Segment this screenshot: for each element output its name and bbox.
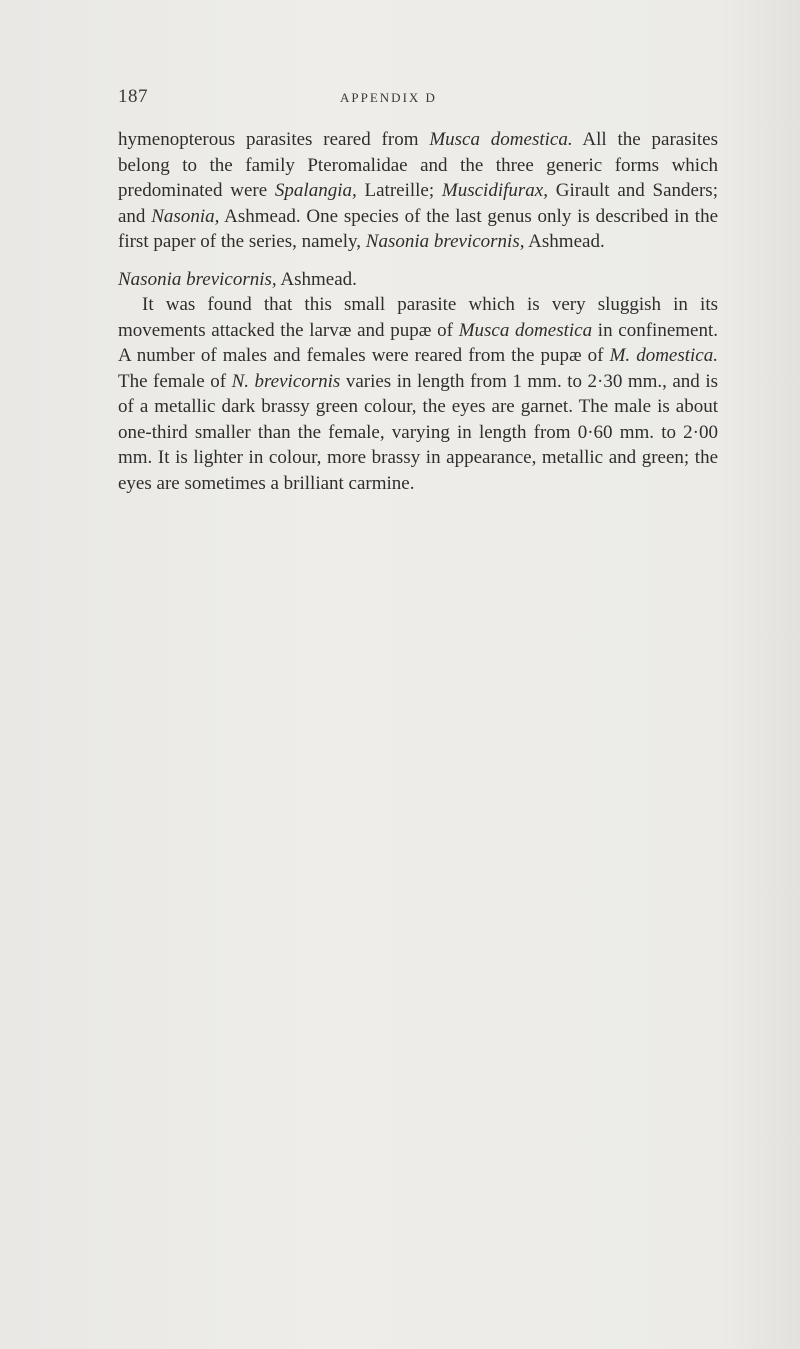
species-name-italic: Nasonia brevicornis,: [365, 231, 525, 252]
species-name-italic: M. domestica.: [609, 345, 718, 366]
text-run: Ashmead.: [276, 268, 357, 290]
text-run: The female of: [118, 370, 232, 392]
species-name-italic: Musca domestica.: [429, 129, 573, 150]
genus-name-italic: Spalangia,: [274, 180, 357, 201]
running-head: APPENDIX D: [340, 90, 437, 105]
paragraph-intro: [118, 127, 718, 255]
text-run: Ashmead.: [524, 231, 605, 252]
text-run: in confinement. A number of males and females were reared from the pupæ of: [118, 319, 718, 366]
text-run: Girault and Sanders; and: [118, 180, 718, 227]
text-run: hymenopterous parasites reared from: [118, 129, 430, 150]
species-name-italic: N. brevicornis: [231, 370, 341, 392]
text-run: Latreille;: [356, 180, 442, 201]
text-run: All the parasites belong to the family Pteromalidae and the three generic forms which predominated were: [118, 129, 718, 201]
page-header: [118, 86, 718, 112]
genus-name-italic: Muscidifurax,: [441, 180, 548, 201]
text-run: Ashmead. One species of the last genus only is described in the first paper of the series, namely,: [118, 205, 718, 252]
text-run: It was found that this small parasite which is very sluggish in its movements attacked the larvæ and pupæ of: [118, 294, 718, 341]
page-number: 187: [118, 86, 148, 107]
paragraph-description: [118, 292, 718, 496]
genus-name-italic: Nasonia,: [151, 205, 220, 227]
section-heading: [118, 267, 718, 293]
species-name-italic: Nasonia brevicornis,: [118, 268, 277, 290]
species-name-italic: Musca domestica: [458, 319, 593, 341]
text-run: varies in length from 1 mm. to 2·30 mm., and is of a metallic dark brassy green colour, the eyes are garnet. The male is about one-third smaller than the female, varying in length from 0·60 mm. to 2·00 mm. It is lighter in colour, more brassy in appearance, metallic and green; the eyes are sometimes a brilliant carmine.: [118, 370, 718, 494]
body-text: [118, 127, 718, 496]
